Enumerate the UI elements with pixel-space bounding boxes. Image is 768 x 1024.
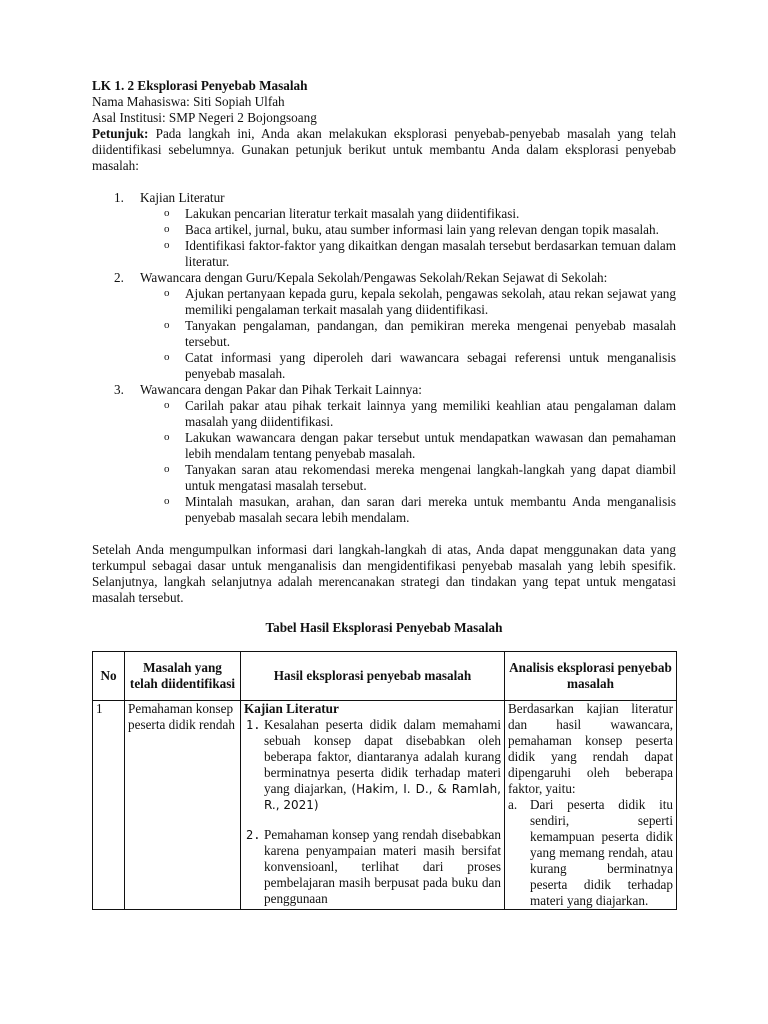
sub-item bbox=[92, 238, 676, 270]
step-title: Wawancara dengan Pakar dan Pihak Terkait Lainnya: bbox=[140, 382, 422, 397]
exploration-table bbox=[92, 651, 677, 910]
header-no: No bbox=[93, 652, 125, 701]
analysis-item-letter: a. bbox=[508, 797, 518, 812]
sub-item bbox=[92, 222, 676, 238]
result-item-number: 1. bbox=[246, 718, 261, 732]
sub-item bbox=[92, 462, 676, 494]
closing-paragraph: Setelah Anda mengumpulkan informasi dari langkah-langkah di atas, Anda dapat menggunakan data yang terkumpul sebagai dasar untuk menganalisis dan mengidentifikasi penyebab masalah yang lebih spesifik. Selanjutnya, langkah selanjutnya adalah merencanakan strategi dan tindakan yang tepat untuk mengatasi masalah tersebut. bbox=[92, 542, 676, 605]
table-row bbox=[93, 701, 677, 910]
cell-problem: Pemahaman konsep peserta didik rendah bbox=[125, 701, 241, 910]
step-title: Kajian Literatur bbox=[140, 190, 225, 205]
sub-item-text: Mintalah masukan, arahan, dan saran dari mereka untuk membantu Anda menganalisis penyebab masalah secara lebih mendalam. bbox=[185, 494, 676, 525]
analysis-item-text: Dari peserta didik itu sendiri, seperti kemampuan peserta didik yang memang rendah, atau kurang berminatnya peserta didik terhadap materi yang diajarkan. bbox=[530, 797, 673, 908]
step-number: 2. bbox=[114, 270, 124, 285]
result-item bbox=[244, 827, 501, 907]
student-name: Nama Mahasiswa: Siti Sopiah Ulfah bbox=[92, 94, 285, 109]
sub-item-text: Catat informasi yang diperoleh dari wawancara sebagai referensi untuk menganalisis penyebab masalah. bbox=[185, 350, 676, 381]
header-result: Hasil eksplorasi penyebab masalah bbox=[241, 652, 505, 701]
step-number: 3. bbox=[114, 382, 124, 397]
sub-item-text: Lakukan pencarian literatur terkait masalah yang diidentifikasi. bbox=[185, 206, 520, 221]
result-item-text: Kesalahan peserta didik dalam memahami sebuah konsep dapat disebabkan oleh beberapa faktor, diantaranya adalah kurang berminatnya peserta didik terhadap materi yang diajarkan, bbox=[264, 717, 501, 796]
bullet-circle-icon: o bbox=[164, 223, 170, 235]
step-item bbox=[92, 190, 676, 206]
bullet-circle-icon: o bbox=[164, 287, 170, 299]
sub-item-text: Baca artikel, jurnal, buku, atau sumber informasi lain yang relevan dengan topik masalah. bbox=[185, 222, 659, 237]
header-analysis: Analisis eksplorasi penyebab masalah bbox=[505, 652, 677, 701]
sub-item-text: Lakukan wawancara dengan pakar tersebut untuk mendapatkan wawasan dan pemahaman lebih mendalam tentang penyebab masalah. bbox=[185, 430, 676, 461]
bullet-circle-icon: o bbox=[164, 431, 170, 443]
header-problem: Masalah yang telah diidentifikasi bbox=[125, 652, 241, 701]
analysis-item bbox=[508, 797, 673, 909]
instruction-text: Pada langkah ini, Anda akan melakukan eksplorasi penyebab-penyebab masalah yang telah diidentifikasi sebelumnya. Gunakan petunjuk berikut untuk membantu Anda dalam eksplorasi penyebab masalah: bbox=[92, 126, 676, 173]
bullet-circle-icon: o bbox=[164, 351, 170, 363]
step-item bbox=[92, 382, 676, 398]
analysis-intro: Berdasarkan kajian literatur dan hasil wawancara, pemahaman konsep peserta didik yang rendah dapat dipengaruhi oleh beberapa faktor, yaitu: bbox=[508, 701, 673, 796]
sub-item-text: Ajukan pertanyaan kepada guru, kepala sekolah, pengawas sekolah, atau rekan sejawat yang memiliki pengalaman terkait masalah yang diidentifikasi. bbox=[185, 286, 676, 317]
bullet-circle-icon: o bbox=[164, 239, 170, 251]
result-item-text: Pemahaman konsep yang rendah disebabkan karena penyampaian materi masih bersifat konvensioanl, terlihat dari proses pembelajaran masih berpusat pada buku dan penggunaan bbox=[264, 827, 501, 906]
sub-item-text: Tanyakan saran atau rekomendasi mereka mengenai langkah-langkah yang dapat diambil untuk mengatasi masalah tersebut. bbox=[185, 462, 676, 493]
sub-item bbox=[92, 430, 676, 462]
bullet-circle-icon: o bbox=[164, 463, 170, 475]
cell-no: 1 bbox=[93, 701, 125, 910]
cell-analysis bbox=[505, 701, 677, 910]
bullet-circle-icon: o bbox=[164, 399, 170, 411]
institution-name: Asal Institusi: SMP Negeri 2 Bojongsoang bbox=[92, 110, 317, 125]
result-heading: Kajian Literatur bbox=[244, 701, 339, 716]
document-title: LK 1. 2 Eksplorasi Penyebab Masalah bbox=[92, 78, 308, 93]
document-page bbox=[92, 78, 676, 910]
sub-item bbox=[92, 350, 676, 382]
step-item bbox=[92, 270, 676, 286]
sub-item-text: Identifikasi faktor-faktor yang dikaitkan dengan masalah tersebut berdasarkan temuan dalam literatur. bbox=[185, 238, 676, 269]
sub-item bbox=[92, 494, 676, 526]
step-number: 1. bbox=[114, 190, 124, 205]
instruction-paragraph bbox=[92, 126, 676, 174]
result-item-number: 2. bbox=[246, 828, 261, 842]
table-caption: Tabel Hasil Eksplorasi Penyebab Masalah bbox=[265, 620, 503, 635]
sub-item-text: Carilah pakar atau pihak terkait lainnya yang memiliki keahlian atau pengalaman dalam masalah yang diidentifikasi. bbox=[185, 398, 676, 429]
sub-item bbox=[92, 286, 676, 318]
sub-item bbox=[92, 318, 676, 350]
result-item-citation: (Hakim, I. D., & Ramlah, R., 2021) bbox=[264, 782, 501, 812]
instruction-label: Petunjuk: bbox=[92, 126, 149, 141]
cell-result bbox=[241, 701, 505, 910]
bullet-circle-icon: o bbox=[164, 319, 170, 331]
sub-item-text: Tanyakan pengalaman, pandangan, dan pemikiran mereka mengenai penyebab masalah tersebut. bbox=[185, 318, 676, 349]
sub-item bbox=[92, 398, 676, 430]
steps-list bbox=[92, 190, 676, 526]
table-header-row bbox=[93, 652, 677, 701]
bullet-circle-icon: o bbox=[164, 495, 170, 507]
step-title: Wawancara dengan Guru/Kepala Sekolah/Pengawas Sekolah/Rekan Sejawat di Sekolah: bbox=[140, 270, 608, 285]
result-item bbox=[244, 717, 501, 813]
bullet-circle-icon: o bbox=[164, 207, 170, 219]
sub-item bbox=[92, 206, 676, 222]
